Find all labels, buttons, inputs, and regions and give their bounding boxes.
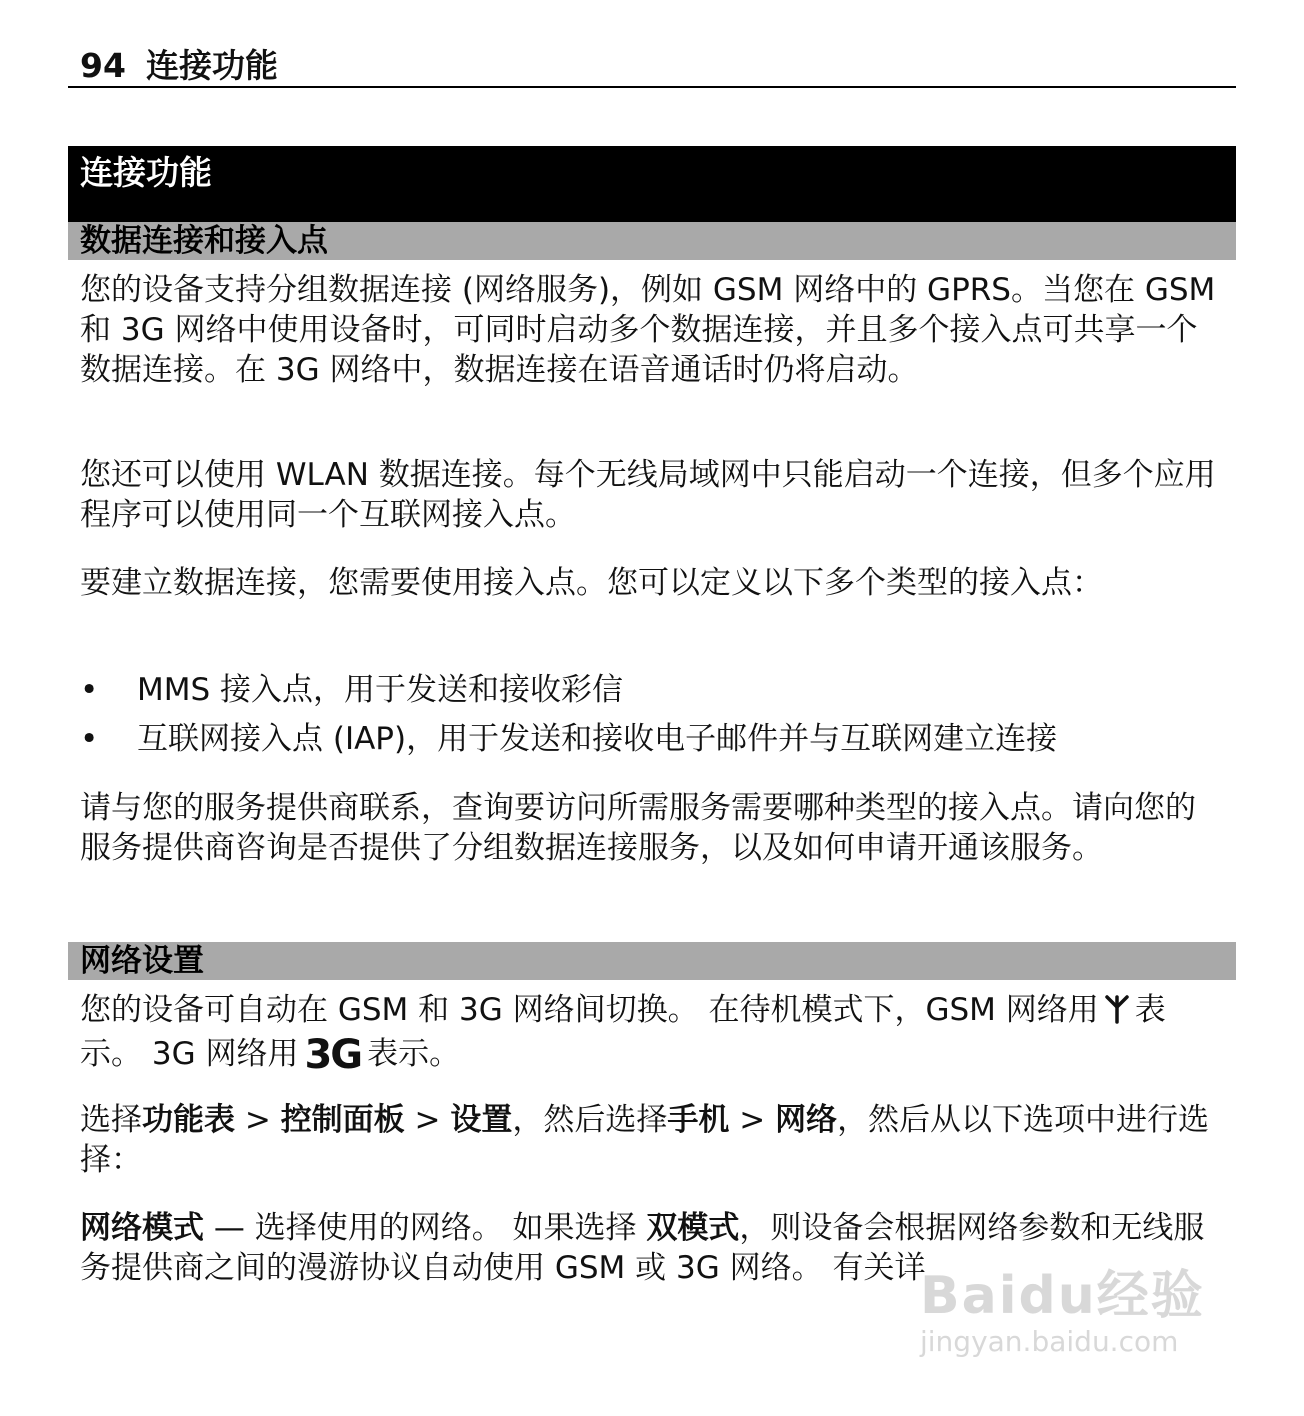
section-heading-network-settings: 网络设置 — [68, 942, 1236, 980]
paragraph-access-points: 要建立数据连接，您需要使用接入点。您可以定义以下多个类型的接入点： — [80, 565, 1103, 601]
chapter-title-bar: 连接功能 — [68, 146, 1236, 222]
text-segment: 表示。 — [367, 1036, 461, 1072]
paragraph-network-mode — [80, 1208, 1225, 1288]
page-header — [68, 44, 1236, 88]
option-label: 网络模式 — [80, 1210, 204, 1246]
3g-icon: 3G — [304, 1032, 362, 1078]
paragraph-contact-provider: 请与您的服务提供商联系，查询要访问所需服务需要哪种类型的接入点。请向您的服务提供商咨询是否提供了分组数据连接服务，以及如何申请开通该服务。 — [80, 790, 1196, 866]
text-segment: 您的设备可自动在 GSM 和 3G 网络间切换。 在待机模式下，GSM 网络用 — [80, 992, 1099, 1028]
watermark-url: jingyan.baidu.com — [920, 1325, 1179, 1358]
watermark-brand: Baidu经验 — [920, 1266, 1205, 1326]
menu-item-label: 设置 — [450, 1102, 513, 1138]
menu-item-label: 手机 — [667, 1102, 730, 1138]
section-heading-data-connections: 数据连接和接入点 — [68, 222, 1236, 260]
text-segment: ，则设备会根据网络参数和无线服务提供商之间的漫游协议自动使用 GSM 或 3G 网络。 有关详 — [80, 1210, 1205, 1286]
paragraph-packet-data: 您的设备支持分组数据连接 (网络服务)，例如 GSM 网络中的 GPRS。当您在 GSM 和 3G 网络中使用设备时，可同时启动多个数据连接，并且多个接入点可共享一个数据连接。在 3G 网络中，数据连接在语音通话时仍将启动。 — [80, 272, 1216, 388]
text-segment: ，然后从以下选项中进行选择： — [80, 1102, 1210, 1178]
paragraph-menu-path — [80, 1100, 1225, 1180]
menu-item-label: 功能表 — [142, 1102, 235, 1138]
menu-item-label: 网络 — [775, 1102, 838, 1138]
text-segment: > — [729, 1102, 776, 1138]
text-segment: — 选择使用的网络。 如果选择 — [204, 1210, 647, 1246]
list-item-text: MMS 接入点，用于发送和接收彩信 — [137, 672, 624, 708]
text-segment: ，然后选择 — [512, 1102, 668, 1138]
bullet-symbol: • — [80, 672, 99, 708]
list-item — [80, 670, 1225, 710]
list-item — [80, 719, 1225, 759]
option-label: 双模式 — [646, 1210, 740, 1246]
antenna-icon — [1105, 994, 1129, 1034]
bullet-symbol: • — [80, 721, 99, 757]
text-segment: 选择 — [80, 1102, 142, 1138]
page-number: 94 — [80, 46, 126, 85]
chapter-title: 连接功能 — [146, 46, 278, 85]
text-segment: > — [404, 1102, 451, 1138]
paragraph-network-switch — [80, 990, 1225, 1078]
text-segment: 表示。 3G 网络用 — [80, 992, 1166, 1072]
menu-item-label: 控制面板 — [280, 1102, 405, 1138]
paragraph-wlan: 您还可以使用 WLAN 数据连接。每个无线局域网中只能启动一个连接，但多个应用程序可以使用同一个互联网接入点。 — [80, 457, 1216, 533]
text-segment: > — [235, 1102, 281, 1138]
list-item-text: 互联网接入点 (IAP)，用于发送和接收电子邮件并与互联网建立连接 — [137, 721, 1058, 757]
